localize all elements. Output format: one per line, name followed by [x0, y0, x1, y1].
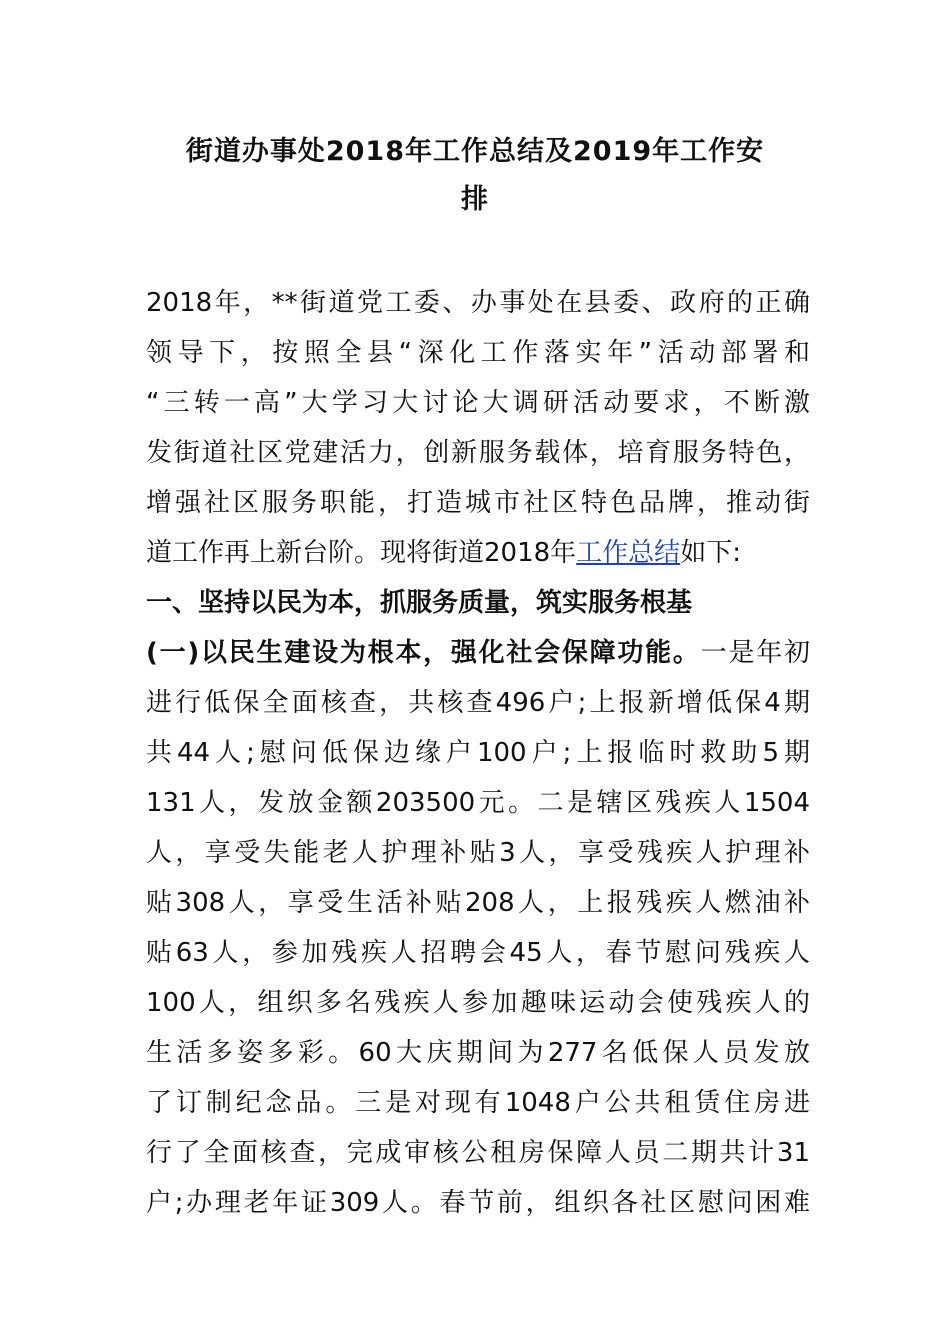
paragraph-line: 131人，发放金额203500元。二是辖区残疾人1504 — [146, 788, 810, 818]
paragraph-text: 一是年初 — [700, 638, 810, 668]
paragraph-line: 进行低保全面核查，共核查496户;上报新增低保4期 — [146, 688, 810, 718]
paragraph-line: 贴63人，参加残疾人招聘会45人，春节慰问残疾人 — [146, 938, 810, 968]
title-line-1: 街道办事处2018年工作总结及2019年工作安 — [185, 136, 765, 167]
intro-text: 如下: — [680, 538, 741, 568]
paragraph-line: 贴308人，享受生活补贴208人，上报残疾人燃油补 — [146, 888, 810, 918]
paragraph-line: 户;办理老年证309人。春节前，组织各社区慰问困难 — [146, 1188, 810, 1218]
paragraph-line: 行了全面核查，完成审核公租房保障人员二期共计31 — [146, 1138, 810, 1168]
intro-text: 道工作再上新台阶。现将街道2018年 — [146, 538, 577, 568]
intro-line: 2018年，**街道党工委、办事处在县委、政府的正确 — [146, 288, 810, 318]
paragraph-line: 100人，组织多名残疾人参加趣味运动会使残疾人的 — [146, 988, 810, 1018]
intro-line: “三转一高”大学习大讨论大调研活动要求，不断激 — [146, 388, 810, 418]
intro-line-with-link — [146, 528, 810, 578]
subsection-first-line — [146, 628, 810, 678]
paragraph-line: 共44人;慰问低保边缘户100户;上报临时救助5期 — [146, 738, 810, 768]
title-line-2: 排 — [461, 184, 489, 215]
document-title — [130, 128, 820, 224]
subsection-heading: (一)以民生建设为根本，强化社会保障功能。 — [146, 638, 701, 668]
work-summary-link[interactable]: 工作总结 — [576, 538, 681, 568]
document-body — [146, 278, 810, 1228]
intro-line: 领导下，按照全县“深化工作落实年”活动部署和 — [146, 338, 810, 368]
section-heading: 一、坚持以民为本，抓服务质量，筑实服务根基 — [146, 588, 693, 618]
intro-line: 增强社区服务职能，打造城市社区特色品牌，推动街 — [146, 488, 810, 518]
paragraph-line: 了订制纪念品。三是对现有1048户公共租赁住房进 — [146, 1088, 810, 1118]
intro-line: 发街道社区党建活力，创新服务载体，培育服务特色， — [146, 438, 810, 468]
paragraph-line: 人，享受失能老人护理补贴3人，享受残疾人护理补 — [146, 838, 810, 868]
paragraph-line: 生活多姿多彩。60大庆期间为277名低保人员发放 — [146, 1038, 810, 1068]
